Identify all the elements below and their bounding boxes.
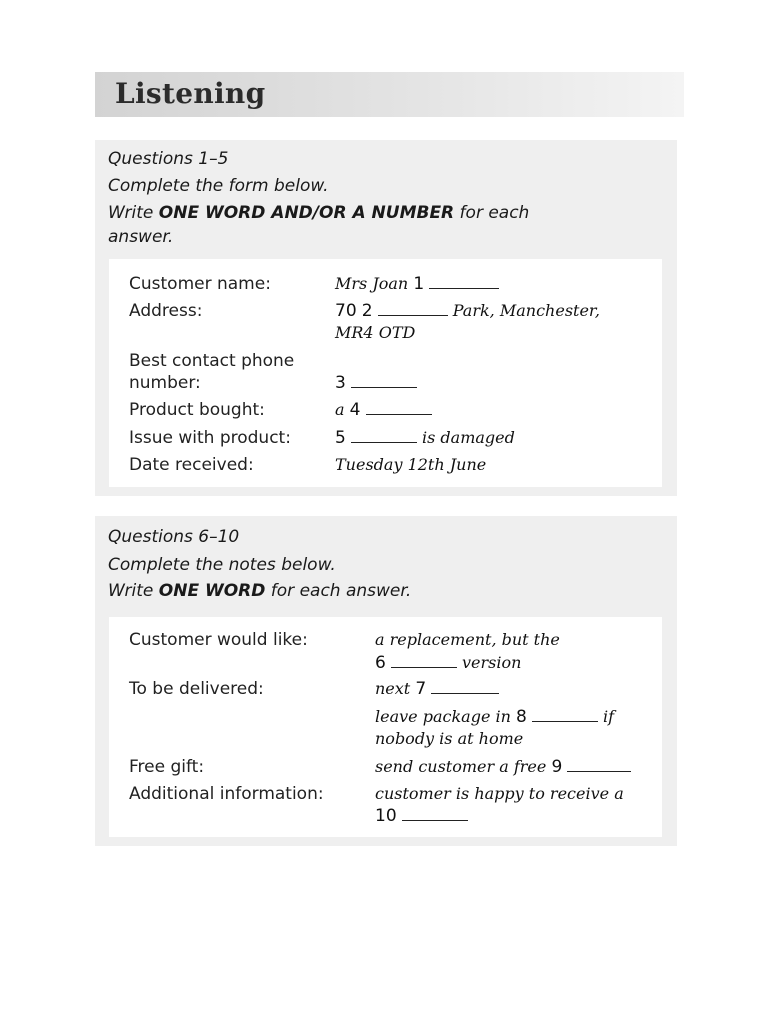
field-label: Product bought: bbox=[129, 400, 265, 420]
field-label: number: bbox=[129, 373, 201, 393]
section-title: Questions 1–5 bbox=[108, 149, 229, 169]
answer-blank bbox=[532, 706, 598, 722]
form-box bbox=[109, 259, 662, 487]
answer-line: Tuesday 12th June bbox=[335, 455, 487, 474]
field-label: Free gift: bbox=[129, 757, 205, 777]
instruction: Write ONE WORD for each answer. bbox=[108, 581, 412, 601]
answer-blank bbox=[351, 427, 417, 443]
instruction: answer. bbox=[108, 227, 174, 247]
page-header bbox=[95, 72, 684, 117]
answer-line: a replacement, but the bbox=[375, 630, 560, 649]
field-label: Customer name: bbox=[129, 274, 271, 294]
answer-blank bbox=[402, 805, 468, 821]
answer-line: send customer a free 9 bbox=[375, 756, 631, 778]
answer-line: MR4 OTD bbox=[335, 323, 416, 342]
instruction: Complete the notes below. bbox=[108, 555, 336, 575]
answer-line: leave package in 8 if bbox=[375, 707, 615, 727]
answer-line: nobody is at home bbox=[375, 729, 524, 748]
field-label: To be delivered: bbox=[129, 679, 264, 699]
questions-1-5-section bbox=[95, 140, 677, 496]
instruction: Write ONE WORD AND/OR A NUMBER for each bbox=[108, 203, 530, 223]
notes-box bbox=[109, 617, 662, 837]
answer-blank bbox=[378, 300, 448, 316]
answer-line: customer is happy to receive a bbox=[375, 784, 624, 803]
section-title: Questions 6–10 bbox=[108, 527, 240, 547]
answer-line: 10 bbox=[375, 805, 468, 827]
answer-line: next 7 bbox=[375, 678, 499, 700]
field-label: Address: bbox=[129, 301, 203, 321]
answer-blank bbox=[391, 652, 457, 668]
answer-line: 70 2 Park, Manchester, bbox=[335, 301, 600, 321]
instruction: Complete the form below. bbox=[108, 176, 329, 196]
field-label: Date received: bbox=[129, 455, 254, 475]
answer-blank bbox=[429, 273, 499, 289]
answer-blank bbox=[431, 678, 499, 694]
field-label: Additional information: bbox=[129, 784, 324, 804]
page-title: Listening bbox=[115, 77, 266, 110]
answer-line: 3 bbox=[335, 372, 417, 394]
answer-blank bbox=[567, 756, 631, 772]
field-label: Issue with product: bbox=[129, 428, 291, 448]
answer-blank bbox=[366, 399, 432, 415]
field-label: Customer would like: bbox=[129, 630, 308, 650]
field-label: Best contact phone bbox=[129, 351, 295, 371]
answer-blank bbox=[351, 372, 417, 388]
answer-line: a 4 bbox=[335, 399, 432, 421]
answer-line: 6 version bbox=[375, 653, 522, 673]
questions-6-10-section bbox=[95, 516, 677, 846]
answer-line: 5 is damaged bbox=[335, 428, 515, 448]
answer-line: Mrs Joan 1 bbox=[335, 273, 499, 295]
